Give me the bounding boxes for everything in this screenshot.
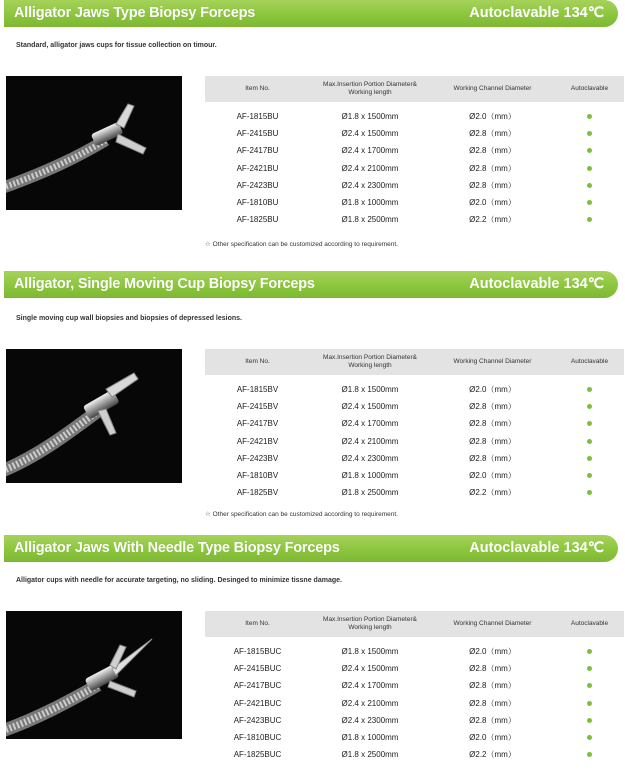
green-dot-icon <box>587 421 592 426</box>
insertion-diameter: Ø1.8 x 2500mm <box>341 215 399 225</box>
spec-table <box>205 349 624 501</box>
table-row <box>205 194 624 211</box>
channel-diameter: Ø2.2（mm） <box>469 488 516 498</box>
table-body <box>205 102 624 228</box>
autoclave-label: Autoclavable 134℃ <box>469 5 604 21</box>
table-header-row <box>205 611 624 637</box>
product-photo <box>6 76 182 210</box>
header-diameter-line2: Working length <box>348 89 392 96</box>
table-row <box>205 125 624 142</box>
section-title: Alligator Jaws With Needle Type Biopsy Forceps <box>14 540 340 556</box>
table-row <box>205 211 624 228</box>
insertion-diameter: Ø2.4 x 1500mm <box>341 402 399 412</box>
insertion-diameter: Ø2.4 x 1700mm <box>341 681 399 691</box>
table-row <box>205 729 624 746</box>
spec-table <box>205 76 624 228</box>
green-dot-icon <box>587 387 592 392</box>
item-no: AF-1810BUC <box>233 733 282 743</box>
table-row <box>205 484 624 501</box>
insertion-diameter: Ø2.4 x 2100mm <box>341 698 399 708</box>
header-diameter <box>310 349 430 375</box>
header-channel: Working Channel Diameter <box>430 611 555 637</box>
insertion-diameter: Ø1.8 x 1500mm <box>341 112 399 122</box>
item-no: AF-2421BUC <box>233 698 282 708</box>
channel-diameter: Ø2.8（mm） <box>469 453 516 463</box>
header-diameter-line1: Max.Insertion Portion Diameter& <box>323 354 417 361</box>
insertion-diameter: Ø2.4 x 2100mm <box>341 163 399 173</box>
green-dot-icon <box>587 114 592 119</box>
item-no: AF-2421BV <box>236 436 279 446</box>
table-row <box>205 695 624 712</box>
table-body <box>205 375 624 501</box>
section-description: Alligator cups with needle for accurate targeting, no sliding. Desinged to minimize tissne damage. <box>16 577 342 584</box>
insertion-diameter: Ø2.4 x 2300mm <box>341 453 399 463</box>
table-row <box>205 142 624 159</box>
header-autoclavable: Autoclavable <box>555 76 624 102</box>
item-no: AF-1810BV <box>236 471 279 481</box>
table-row <box>205 375 624 398</box>
green-dot-icon <box>587 456 592 461</box>
item-no: AF-1815BV <box>236 385 279 395</box>
channel-diameter: Ø2.0（mm） <box>469 198 516 208</box>
table-row <box>205 712 624 729</box>
table-row <box>205 433 624 450</box>
green-dot-icon <box>587 683 592 688</box>
green-dot-icon <box>587 404 592 409</box>
forceps-image <box>6 76 182 210</box>
item-no: AF-1825BUC <box>233 750 282 760</box>
insertion-diameter: Ø2.4 x 2100mm <box>341 436 399 446</box>
table-row <box>205 177 624 194</box>
item-no: AF-1815BU <box>236 112 279 122</box>
channel-diameter: Ø2.0（mm） <box>469 471 516 481</box>
green-dot-icon <box>587 183 592 188</box>
green-dot-icon <box>587 148 592 153</box>
section-title: Alligator, Single Moving Cup Biopsy Forceps <box>14 276 315 292</box>
channel-diameter: Ø2.0（mm） <box>469 112 516 122</box>
channel-diameter: Ø2.8（mm） <box>469 419 516 429</box>
green-dot-icon <box>587 473 592 478</box>
section-banner <box>4 0 618 27</box>
channel-diameter: Ø2.8（mm） <box>469 129 516 139</box>
spec-table <box>205 611 624 763</box>
table-header-row <box>205 349 624 375</box>
table-row <box>205 660 624 677</box>
item-no: AF-2417BUC <box>233 681 282 691</box>
customization-note: ☆ Other specification can be customized according to requirement. <box>205 241 398 248</box>
header-diameter <box>310 76 430 102</box>
product-photo <box>6 611 182 739</box>
item-no: AF-2423BU <box>236 180 279 190</box>
item-no: AF-2423BV <box>236 453 279 463</box>
item-no: AF-2423BUC <box>233 715 282 725</box>
table-row <box>205 450 624 467</box>
insertion-diameter: Ø2.4 x 1700mm <box>341 419 399 429</box>
autoclave-label: Autoclavable 134℃ <box>469 540 604 556</box>
insertion-diameter: Ø1.8 x 2500mm <box>341 488 399 498</box>
table-row <box>205 746 624 763</box>
green-dot-icon <box>587 200 592 205</box>
item-no: AF-2417BV <box>236 419 279 429</box>
header-diameter <box>310 611 430 637</box>
header-channel: Working Channel Diameter <box>430 349 555 375</box>
forceps-image <box>6 349 182 483</box>
item-no: AF-1815BUC <box>233 647 282 657</box>
section-banner <box>4 535 618 562</box>
table-row <box>205 398 624 415</box>
item-no: AF-2417BU <box>236 146 279 156</box>
section-description: Single moving cup wall biopsies and biopsies of depressed lesions. <box>16 315 242 322</box>
header-autoclavable: Autoclavable <box>555 611 624 637</box>
section-description: Standard, alligator jaws cups for tissue collection on timour. <box>16 42 217 49</box>
header-item-no: Item No. <box>205 76 310 102</box>
green-dot-icon <box>587 166 592 171</box>
table-header-row <box>205 76 624 102</box>
channel-diameter: Ø2.8（mm） <box>469 402 516 412</box>
header-diameter-line2: Working length <box>348 624 392 631</box>
green-dot-icon <box>587 718 592 723</box>
channel-diameter: Ø2.0（mm） <box>469 385 516 395</box>
green-dot-icon <box>587 701 592 706</box>
table-row <box>205 637 624 660</box>
green-dot-icon <box>587 490 592 495</box>
section-title: Alligator Jaws Type Biopsy Forceps <box>14 5 256 21</box>
item-no: AF-2415BU <box>236 129 279 139</box>
insertion-diameter: Ø2.4 x 1500mm <box>341 129 399 139</box>
table-row <box>205 677 624 694</box>
green-dot-icon <box>587 131 592 136</box>
table-body <box>205 637 624 763</box>
header-autoclavable: Autoclavable <box>555 349 624 375</box>
channel-diameter: Ø2.8（mm） <box>469 436 516 446</box>
channel-diameter: Ø2.8（mm） <box>469 681 516 691</box>
insertion-diameter: Ø2.4 x 2300mm <box>341 180 399 190</box>
header-channel: Working Channel Diameter <box>430 76 555 102</box>
insertion-diameter: Ø2.4 x 2300mm <box>341 715 399 725</box>
insertion-diameter: Ø2.4 x 1500mm <box>341 664 399 674</box>
green-dot-icon <box>587 217 592 222</box>
green-dot-icon <box>587 649 592 654</box>
header-diameter-line2: Working length <box>348 362 392 369</box>
channel-diameter: Ø2.0（mm） <box>469 733 516 743</box>
table-row <box>205 102 624 125</box>
item-no: AF-2421BU <box>236 163 279 173</box>
insertion-diameter: Ø1.8 x 2500mm <box>341 750 399 760</box>
insertion-diameter: Ø2.4 x 1700mm <box>341 146 399 156</box>
section-banner <box>4 271 618 298</box>
item-no: AF-1810BU <box>236 198 279 208</box>
green-dot-icon <box>587 752 592 757</box>
channel-diameter: Ø2.8（mm） <box>469 664 516 674</box>
insertion-diameter: Ø1.8 x 1000mm <box>341 198 399 208</box>
header-item-no: Item No. <box>205 611 310 637</box>
table-row <box>205 160 624 177</box>
insertion-diameter: Ø1.8 x 1000mm <box>341 471 399 481</box>
channel-diameter: Ø2.8（mm） <box>469 163 516 173</box>
insertion-diameter: Ø1.8 x 1000mm <box>341 733 399 743</box>
green-dot-icon <box>587 666 592 671</box>
header-diameter-line1: Max.Insertion Portion Diameter& <box>323 616 417 623</box>
green-dot-icon <box>587 439 592 444</box>
insertion-diameter: Ø1.8 x 1500mm <box>341 385 399 395</box>
forceps-image <box>6 611 182 739</box>
insertion-diameter: Ø1.8 x 1500mm <box>341 647 399 657</box>
channel-diameter: Ø2.0（mm） <box>469 647 516 657</box>
item-no: AF-1825BU <box>236 215 279 225</box>
channel-diameter: Ø2.2（mm） <box>469 750 516 760</box>
customization-note: ☆ Other specification can be customized according to requirement. <box>205 511 398 518</box>
item-no: AF-2415BUC <box>233 664 282 674</box>
channel-diameter: Ø2.8（mm） <box>469 180 516 190</box>
channel-diameter: Ø2.2（mm） <box>469 215 516 225</box>
table-row <box>205 415 624 432</box>
autoclave-label: Autoclavable 134℃ <box>469 276 604 292</box>
product-photo <box>6 349 182 483</box>
channel-diameter: Ø2.8（mm） <box>469 698 516 708</box>
item-no: AF-1825BV <box>236 488 279 498</box>
channel-diameter: Ø2.8（mm） <box>469 146 516 156</box>
header-diameter-line1: Max.Insertion Portion Diameter& <box>323 81 417 88</box>
channel-diameter: Ø2.8（mm） <box>469 715 516 725</box>
header-item-no: Item No. <box>205 349 310 375</box>
green-dot-icon <box>587 735 592 740</box>
item-no: AF-2415BV <box>236 402 279 412</box>
table-row <box>205 467 624 484</box>
